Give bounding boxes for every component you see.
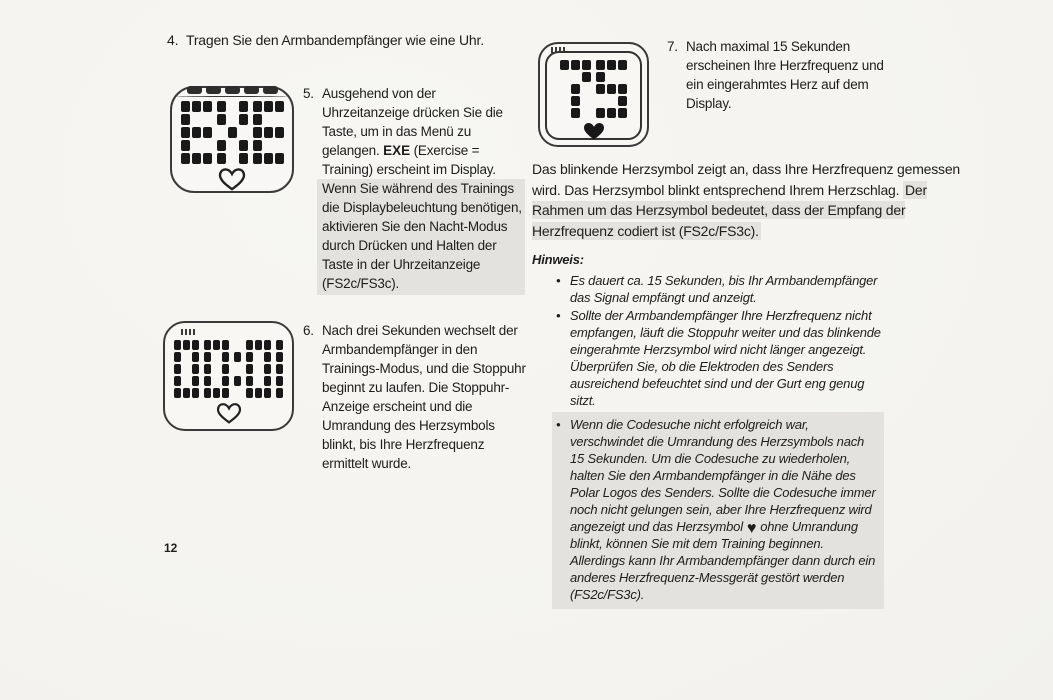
watch-bezel-line (177, 96, 287, 97)
notes-section (532, 251, 884, 609)
note-bullet-3-text (570, 416, 878, 603)
note-bullet-1 (556, 272, 884, 306)
strap-link (263, 86, 278, 94)
step-4-number: 4. (167, 32, 179, 48)
stopwatch-mode-icon (181, 329, 195, 335)
step-4-text: Tragen Sie den Armbandempfänger wie eine Uhr. (186, 32, 484, 48)
step-5-text-a: Ausgehend von der Uhrzeitanzeige drücken Sie die Taste, um in das Menü zu gelangen. (322, 86, 503, 158)
watch-illustration-stopwatch (163, 321, 294, 431)
note-bullet-3-text-a: Wenn die Codesuche nicht erfolgreich war, verschwindet die Umrandung des Herzsymbols nach 15 Sekunden. Um die Codesuche zu wiederholen, halten Sie den Armbandempfänger in die Nähe des Polar Logos des Senders. Sollte die Codesuche immer noch nicht gelungen sein, aber Ihre Herzfrequenz wird angezeigt und das Herzsymbol (570, 417, 876, 534)
heart-filled-icon (581, 121, 607, 141)
step-5-highlighted-text: Wenn Sie während des Trainings die Displaybeleuchtung benötigen, aktivieren Sie den Nacht-Modus durch Drücken und Halten der Taste in der Uhrzeitanzeige (FS2c/FS3c). (317, 179, 525, 295)
watch-illustration-heart-rate (538, 42, 649, 147)
note-bullet-2 (556, 307, 884, 409)
heart-filled-icon: ♥ (746, 520, 757, 537)
bullet-marker: • (556, 273, 561, 288)
strap-link (225, 86, 240, 94)
note-bullet-1-text: Es dauert ca. 15 Sekunden, bis Ihr Armbandempfänger das Signal empfängt und anzeigt. (570, 273, 878, 305)
body-paragraph (532, 159, 964, 241)
strap-link (244, 86, 259, 94)
body-highlighted-text: Der Rahmen um das Herzsymbol bedeutet, dass der Empfang der Herzfrequenz codiert ist (FS2c/FS3c). (532, 181, 927, 239)
step-7-text: Nach maximal 15 Sekunden erscheinen Ihre Herzfrequenz und ein eingerahmtes Herz auf dem Display. (686, 39, 884, 111)
watch-strap-links (187, 86, 278, 94)
strap-link (187, 86, 202, 94)
step-6-number: 6. (303, 323, 314, 338)
step-5-text (322, 84, 525, 295)
step-6-text: Nach drei Sekunden wechselt der Armbandempfänger in den Trainings-Modus, und die Stoppuhr beginnt zu laufen. Die Stoppuhr-Anzeige erscheint und die Umrandung des Herzsymbols blinkt, bis Ihre Herzfrequenz ermittelt wurde. (322, 323, 526, 471)
note-bullet-3-highlighted (552, 412, 884, 609)
step-7 (667, 37, 902, 113)
step-5-exe-bold: EXE (383, 143, 411, 158)
strap-link (206, 86, 221, 94)
note-bullet-3-text-b: ohne Umrandung blinkt, können Sie mit dem Training beginnen. Allerdings kann Ihr Armbandempfänger dann durch ein anderes Herzfrequenz-Messgerät gestört werden (FS2c/FS3c). (570, 519, 876, 602)
step-6 (303, 321, 531, 473)
step-4 (167, 31, 567, 50)
body-text: Das blinkende Herzsymbol zeigt an, dass Ihre Herzfrequenz gemessen wird. Das Herzsymbol blinkt entsprechend Ihrem Herzschlag. (532, 161, 961, 198)
heart-outline-icon (214, 402, 244, 424)
notes-heading: Hinweis: (532, 252, 584, 267)
page-number: 12 (164, 541, 178, 555)
watch-display-exe (181, 101, 284, 164)
watch-display-stopwatch (174, 340, 283, 398)
step-5-text-b: (Exercise = Training) erscheint im Display. (322, 143, 496, 177)
heart-outline-icon (216, 167, 248, 191)
bullet-marker: • (556, 417, 561, 432)
step-5 (303, 84, 525, 295)
watch-display-heart-rate (560, 60, 627, 118)
note-bullet-2-text: Sollte der Armbandempfänger Ihre Herzfrequenz nicht empfangen, läuft die Stoppuhr weiter und das blinkende eingerahmte Herzsymbol wird nicht länger angezeigt. Überprüfen Sie, ob die Elektroden des Senders ausreichend befeuchtet sind und der Gurt eng genug sitzt. (570, 308, 881, 408)
watch-illustration-exe (170, 86, 294, 193)
step-5-number: 5. (303, 86, 314, 101)
bullet-marker: • (556, 308, 561, 323)
step-7-number: 7. (667, 39, 678, 54)
